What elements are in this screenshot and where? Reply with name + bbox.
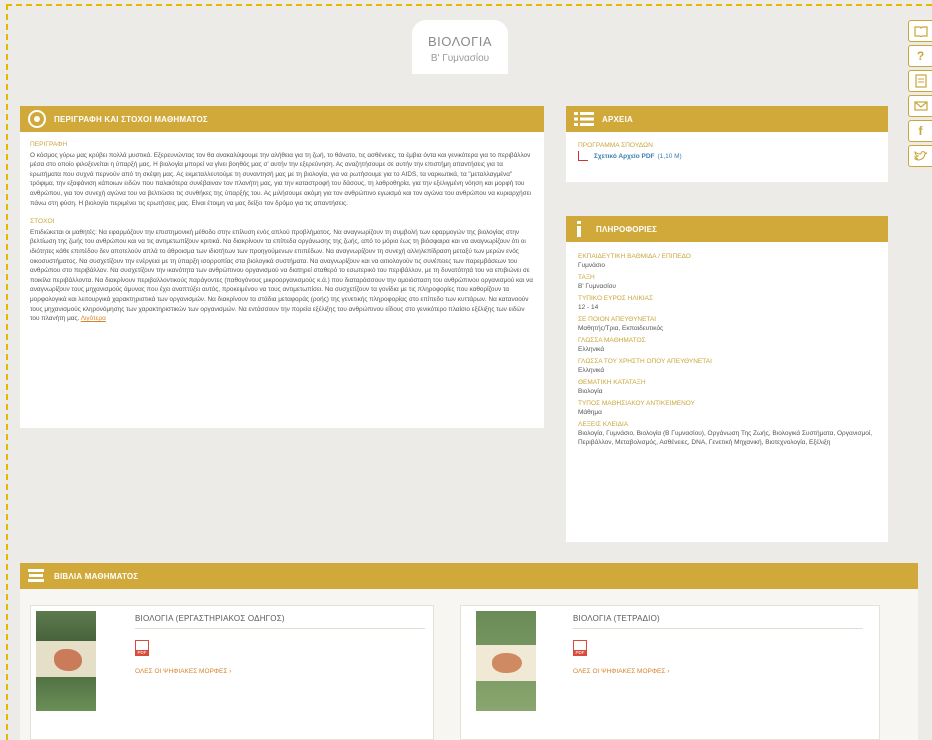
description-panel-title: ΠΕΡΙΓΡΑΦΗ ΚΑΙ ΣΤΟΧΟΙ ΜΑΘΗΜΑΤΟΣ <box>54 114 208 124</box>
divider <box>573 628 863 629</box>
divider <box>135 628 425 629</box>
show-less-link[interactable]: Λιγότερα <box>80 315 106 323</box>
info-item <box>578 378 876 396</box>
info-panel-title: ΠΛΗΡΟΦΟΡΙΕΣ <box>596 224 658 234</box>
pdf-badge-label: PDF <box>135 650 149 656</box>
info-item <box>578 420 876 447</box>
chevron-right-icon: › <box>229 668 232 675</box>
book-title[interactable]: ΒΙΟΛΟΓΙΑ (ΤΕΤΡΑΔΙΟ) <box>573 614 660 623</box>
description-label: ΠΕΡΙΓΡΑΦΗ <box>30 141 68 148</box>
chevron-right-icon: › <box>667 668 670 675</box>
info-label: ΤΑΞΗ <box>578 274 595 281</box>
help-icon[interactable]: ? <box>908 45 932 67</box>
info-item <box>578 399 876 417</box>
info-label: ΕΚΠΑΙΔΕΥΤΙΚΗ ΒΑΘΜΙΔΑ / ΕΠΙΠΕΔΟ <box>578 253 691 260</box>
book-title[interactable]: ΒΙΟΛΟΓΙΑ (ΕΡΓΑΣΤΗΡΙΑΚΟΣ ΟΔΗΓΟΣ) <box>135 614 285 623</box>
list-icon <box>574 112 594 126</box>
description-text: Ο κόσμος γύρω μας κρύβει πολλά μυστικά. Εξερευνώντας τον θα ανακαλύψουμε την αλήθεια για τη ζωή, το θάνατο, τις ασθένειες, τα έμβια όντα και γενικότερα για το περιβάλλον μέσα στο οποίο φιλοξενείται η ύπαρξή μας. Η βιολογία μπορεί να γίνει βοηθός μας σ' αυτήν την εξερεύνηση. Ας αναζητήσουμε σε αυτήν την επιστήμη απαντήσεις για τα ερωτήματα που συχνά περνούν από τη σκέψη μας. Ας εκμεταλλευτούμε τη συναντησή μας με τη βιολογία, για να ρωτήσουμε για το AIDS, τα ναρκωτικά, τα "μεταλλαγμένα" τρόφιμα, την εξαφάνιση κάποιων ειδών που παλαιότερα συνέβαιναν τον πλανήτη μας, για την καταστροφή του δάσους, τη λαθροθηρία, για την εξελιγμένη νόηση και μορφή του ανθρώπου, για τον συνεχή αγώνα του να βελτιώσει τις συνθήκες της ύπαρξής του. Ας μιλήσουμε ακόμη για τον ανθρώπινο εγωισμό και τον αγώνα του ανθρώπου να κυριαρχήσει πάνω στη φύση. Η βιολογία περιμένει τις ερωτήσεις μας. Είναι έτοιμη να μας δείξει τον δρόμο για τις απαντήσεις. <box>30 151 531 207</box>
goals-text <box>30 228 534 324</box>
books-panel-title: ΒΙΒΛΙΑ ΜΑΘΗΜΑΤΟΣ <box>54 571 139 581</box>
pdf-icon <box>578 151 588 161</box>
goals-body: Επιδιώκεται οι μαθητές: Να εφαρμόζουν την επιστημονική μέθοδο στην επίλυση ενός απλού προβλήματος. Να αναγνωρίζουν τη συμβολή των εφαρμογών της βιολογίας στην βελτίωση της ζωής του ανθρώπου και να τις αντιμετωπίζουν κριτικά. Να διακρίνουν τα επίπεδα οργάνωσης της ζωής, από το μόριο έως τη βιόσφαιρα και να αναγνωρίζουν ότι οι ιδιότητες κάθε επιπέδου δεν αποτελούν απλά το άθροισμα των ιδιοτήτων των προηγούμενων επιπέδων. Να αναγνωρίζουν τη συνεχή αλληλεπίδραση μεταξύ των μερών ενός οικοσυστήματος. Να συσχετίζουν την ενέργεια με τη ύπαρξη ισορροπίας στα βιολογικά συστήματα. Να αναγνωρίζουν και να αιτιολογούν τις συνέπειες των παρεμβάσεων του ανθρώπου στο περιβάλλον. Να συσχετίζουν την ικανότητα των ανθρώπινου οργανισμού να διατηρεί σταθερό το εσωτερικό του περιβάλλον, με τη δυνατότητά του να επιβιώνει σε ποικίλα περιβάλλοντα. Να διακρίνουν περιβαλλοντικούς παράγοντες (παθογόνους μικροοργανισμούς κ.ά.) που διαταράσσουν την ομοιόσταση του ανθρώπινου οργανισμού και να αναγνωρίζουν τους μηχανισμούς άμυνας που έχει αναπτύξει αυτός, προκειμένου να τους αντιμετωπίσει. Να συσχετίζουν τα γονίδια με τις πληροφορίες που καθορίζουν τα μορφολογικά και λειτουργικά χαρακτηριστικά των οργανισμών. Να διακρίνουν τα στάδια μεταφοράς (ροής) της γενετικής πληροφορίας στο επίπεδο των κυττάρων. Να κατανοούν τους μηχανισμούς κληρονόμησης των χαρακτηριστικών των οργανισμών. Να εντάσσουν την πορεία εξέλιξης του ανθρώπινου είδους στο γενικότερο πλαίσιο εξέλιξης των ειδών του πλανήτη μας. <box>30 228 533 323</box>
curriculum-pdf-link[interactable]: Σχετικό Αρχείο PDF <box>594 152 655 160</box>
curriculum-file-row[interactable] <box>578 151 876 161</box>
all-formats-link[interactable] <box>573 668 669 675</box>
info-label: ΘΕΜΑΤΙΚΗ ΚΑΤΑΤΑΞΗ <box>578 379 646 386</box>
info-value: Βιολογία <box>578 388 603 395</box>
description-panel-header <box>20 106 544 132</box>
pdf-badge-label: PDF <box>573 650 587 656</box>
info-label: ΤΥΠΟΣ ΜΑΘΗΣΙΑΚΟΥ ΑΝΤΙΚΕΙΜΕΝΟΥ <box>578 400 695 407</box>
description-panel <box>20 106 544 428</box>
info-value: Βιολογία, Γυμνάσιο, Βιολογία (Β Γυμνασίου), Οργάνωση Της Ζωής, Βιολογικά Συστήματα, Οργανισμοί, Περιβάλλον, Μεταβολισμός, Ασθένειες, DNA, Γενετική Μηχανική, Βιοτεχνολογία, Εξέλιξη <box>578 430 873 446</box>
info-label: ΓΛΩΣΣΑ ΤΟΥ ΧΡΗΣΤΗ ΟΠΟΥ ΑΠΕΥΘΥΝΕΤΑΙ <box>578 358 712 365</box>
info-value: Γυμνάσιο <box>578 262 605 269</box>
info-item <box>578 357 876 375</box>
info-item <box>578 315 876 333</box>
info-item <box>578 252 876 270</box>
info-label: ΓΛΩΣΣΑ ΜΑΘΗΜΑΤΟΣ <box>578 337 646 344</box>
book-icon[interactable] <box>908 20 932 42</box>
page-title: ΒΙΟΛΟΓΙΑ <box>427 34 493 49</box>
info-item <box>578 336 876 354</box>
page-subtitle: Β' Γυμνασίου <box>430 53 490 64</box>
files-panel-title: ΑΡΧΕΙΑ <box>602 114 633 124</box>
goals-label: ΣΤΟΧΟΙ <box>30 218 55 226</box>
pdf-icon[interactable] <box>573 640 587 656</box>
books-icon <box>28 569 44 583</box>
twitter-icon[interactable] <box>908 145 932 167</box>
info-value: Β' Γυμνασίου <box>578 283 616 290</box>
info-panel <box>566 216 888 542</box>
book-card[interactable] <box>30 605 434 740</box>
curriculum-label: ΠΡΟΓΡΑΜΜΑ ΣΠΟΥΔΩΝ <box>578 142 653 149</box>
target-icon <box>28 110 46 128</box>
share-sidebar <box>908 20 932 167</box>
info-item <box>578 294 876 312</box>
info-panel-header <box>566 216 888 242</box>
info-value: Ελληνικά <box>578 346 605 353</box>
all-formats-label: ΟΛΕΣ ΟΙ ΨΗΦΙΑΚΕΣ ΜΟΡΦΕΣ <box>573 668 666 675</box>
files-panel <box>566 106 888 182</box>
info-label: ΛΕΞΕΙΣ ΚΛΕΙΔΙΑ <box>578 421 629 428</box>
info-value: Ελληνικά <box>578 367 605 374</box>
info-value: 12 - 14 <box>578 304 599 311</box>
info-item <box>578 273 876 291</box>
info-value: Μάθημα <box>578 409 602 416</box>
books-panel-header <box>20 563 918 589</box>
books-panel <box>20 563 918 740</box>
all-formats-label: ΟΛΕΣ ΟΙ ΨΗΦΙΑΚΕΣ ΜΟΡΦΕΣ <box>135 668 228 675</box>
book-cover[interactable] <box>36 611 96 711</box>
info-icon <box>574 221 584 237</box>
document-icon[interactable] <box>908 70 932 92</box>
pdf-icon[interactable] <box>135 640 149 656</box>
mail-icon[interactable] <box>908 95 932 117</box>
info-label: ΤΥΠΙΚΟ ΕΥΡΟΣ ΗΛΙΚΙΑΣ <box>578 295 654 302</box>
file-size: (1,10 M) <box>657 152 682 160</box>
all-formats-link[interactable] <box>135 668 231 675</box>
book-cover[interactable] <box>476 611 536 711</box>
page-title-box <box>412 20 508 74</box>
info-label: ΣΕ ΠΟΙΟΝ ΑΠΕΥΘΥΝΕΤΑΙ <box>578 316 657 323</box>
info-value: Μαθητής/Τρια, Εκπαιδευτικός <box>578 325 664 332</box>
book-card[interactable] <box>460 605 880 740</box>
files-panel-header <box>566 106 888 132</box>
facebook-icon[interactable]: f <box>908 120 932 142</box>
